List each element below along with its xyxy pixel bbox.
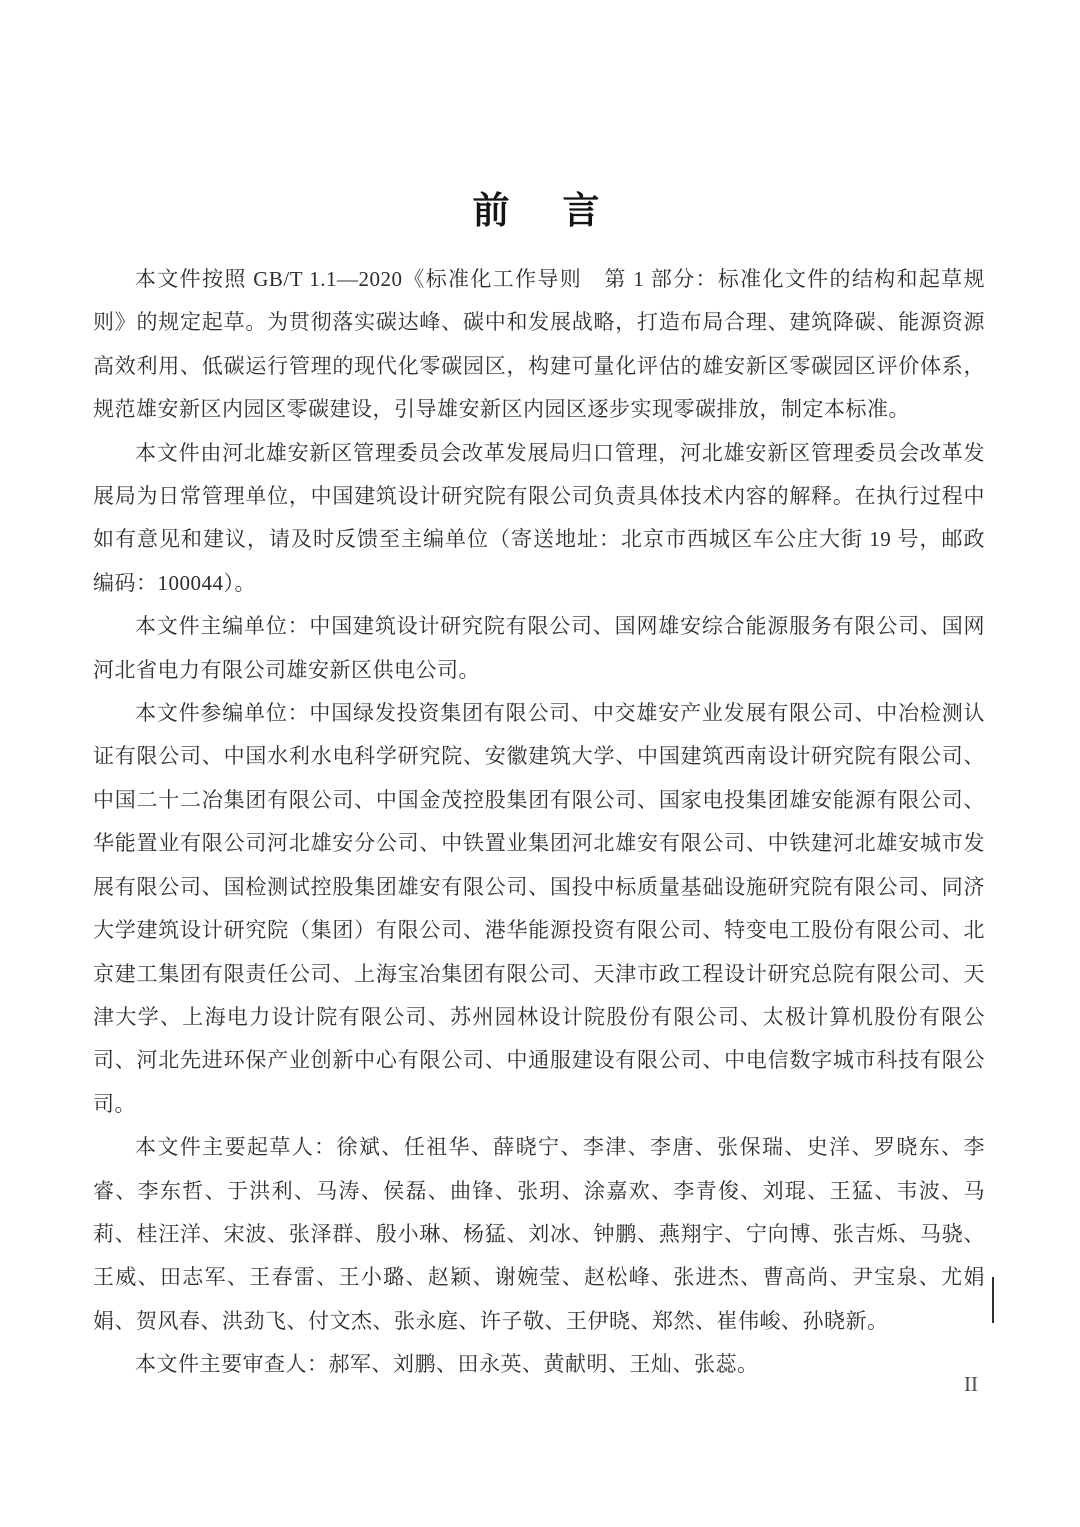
- vertical-mark: [992, 1277, 994, 1323]
- document-body: [93, 258, 985, 1387]
- paragraph-main-reviewers: 本文件主要审查人：郝军、刘鹏、田永英、黄献明、王灿、张蕊。: [135, 1352, 759, 1377]
- page-title: 前 言: [472, 190, 608, 231]
- paragraph-administration: 本文件由河北雄安新区管理委员会改革发展局归口管理，河北雄安新区管理委员会改革发展局为日常管理单位，中国建筑设计研究院有限公司负责具体技术内容的解释。在执行过程中如有意见和建议，请及时反馈至主编单位（寄送地址：北京市西城区车公庄大街 19 号，邮政编码：100044）。: [93, 440, 985, 595]
- paragraph-participating-units: 本文件参编单位：中国绿发投资集团有限公司、中交雄安产业发展有限公司、中冶检测认证有限公司、中国水利水电科学研究院、安徽建筑大学、中国建筑西南设计研究院有限公司、中国二十二冶集团有限公司、中国金茂控股集团有限公司、国家电投集团雄安能源有限公司、华能置业有限公司河北雄安分公司、中铁置业集团河北雄安有限公司、中铁建河北雄安城市发展有限公司、国检测试控股集团雄安有限公司、国投中标质量基础设施研究院有限公司、同济大学建筑设计研究院（集团）有限公司、港华能源投资有限公司、特变电工股份有限公司、北京建工集团有限责任公司、上海宝冶集团有限公司、天津市政工程设计研究总院有限公司、天津大学、上海电力设计院有限公司、苏州园林设计院股份有限公司、太极计算机股份有限公司、河北先进环保产业创新中心有限公司、中通服建设有限公司、中电信数字城市科技有限公司。: [93, 701, 985, 1116]
- paragraph-chief-editing-units: 本文件主编单位：中国建筑设计研究院有限公司、国网雄安综合能源服务有限公司、国网河北省电力有限公司雄安新区供电公司。: [93, 614, 985, 682]
- paragraph-main-drafters: 本文件主要起草人：徐斌、任祖华、薛晓宁、李津、李唐、张保瑞、史洋、罗晓东、李睿、李东哲、于洪利、马涛、侯磊、曲锋、张玥、涂嘉欢、李青俊、刘琨、王猛、韦波、马莉、桂汪洋、宋波、张泽群、殷小琳、杨猛、刘冰、钟鹏、燕翔宇、宁向博、张吉烁、马骁、王威、田志军、王春雷、王小璐、赵颖、谢婉莹、赵松峰、张进杰、曹高尚、尹宝泉、尤娟娟、贺风春、洪劲飞、付文杰、张永庭、许子敬、王伊晓、郑然、崔伟峻、孙晓新。: [93, 1135, 985, 1333]
- paragraph-drafting-basis: 本文件按照 GB/T 1.1—2020《标准化工作导则 第 1 部分：标准化文件的结构和起草规则》的规定起草。为贯彻落实碳达峰、碳中和发展战略，打造布局合理、建筑降碳、能源资源高效利用、低碳运行管理的现代化零碳园区，构建可量化评估的雄安新区零碳园区评价体系，规范雄安新区内园区零碳建设，引导雄安新区内园区逐步实现零碳排放，制定本标准。: [93, 267, 985, 422]
- page-number: II: [964, 1372, 978, 1396]
